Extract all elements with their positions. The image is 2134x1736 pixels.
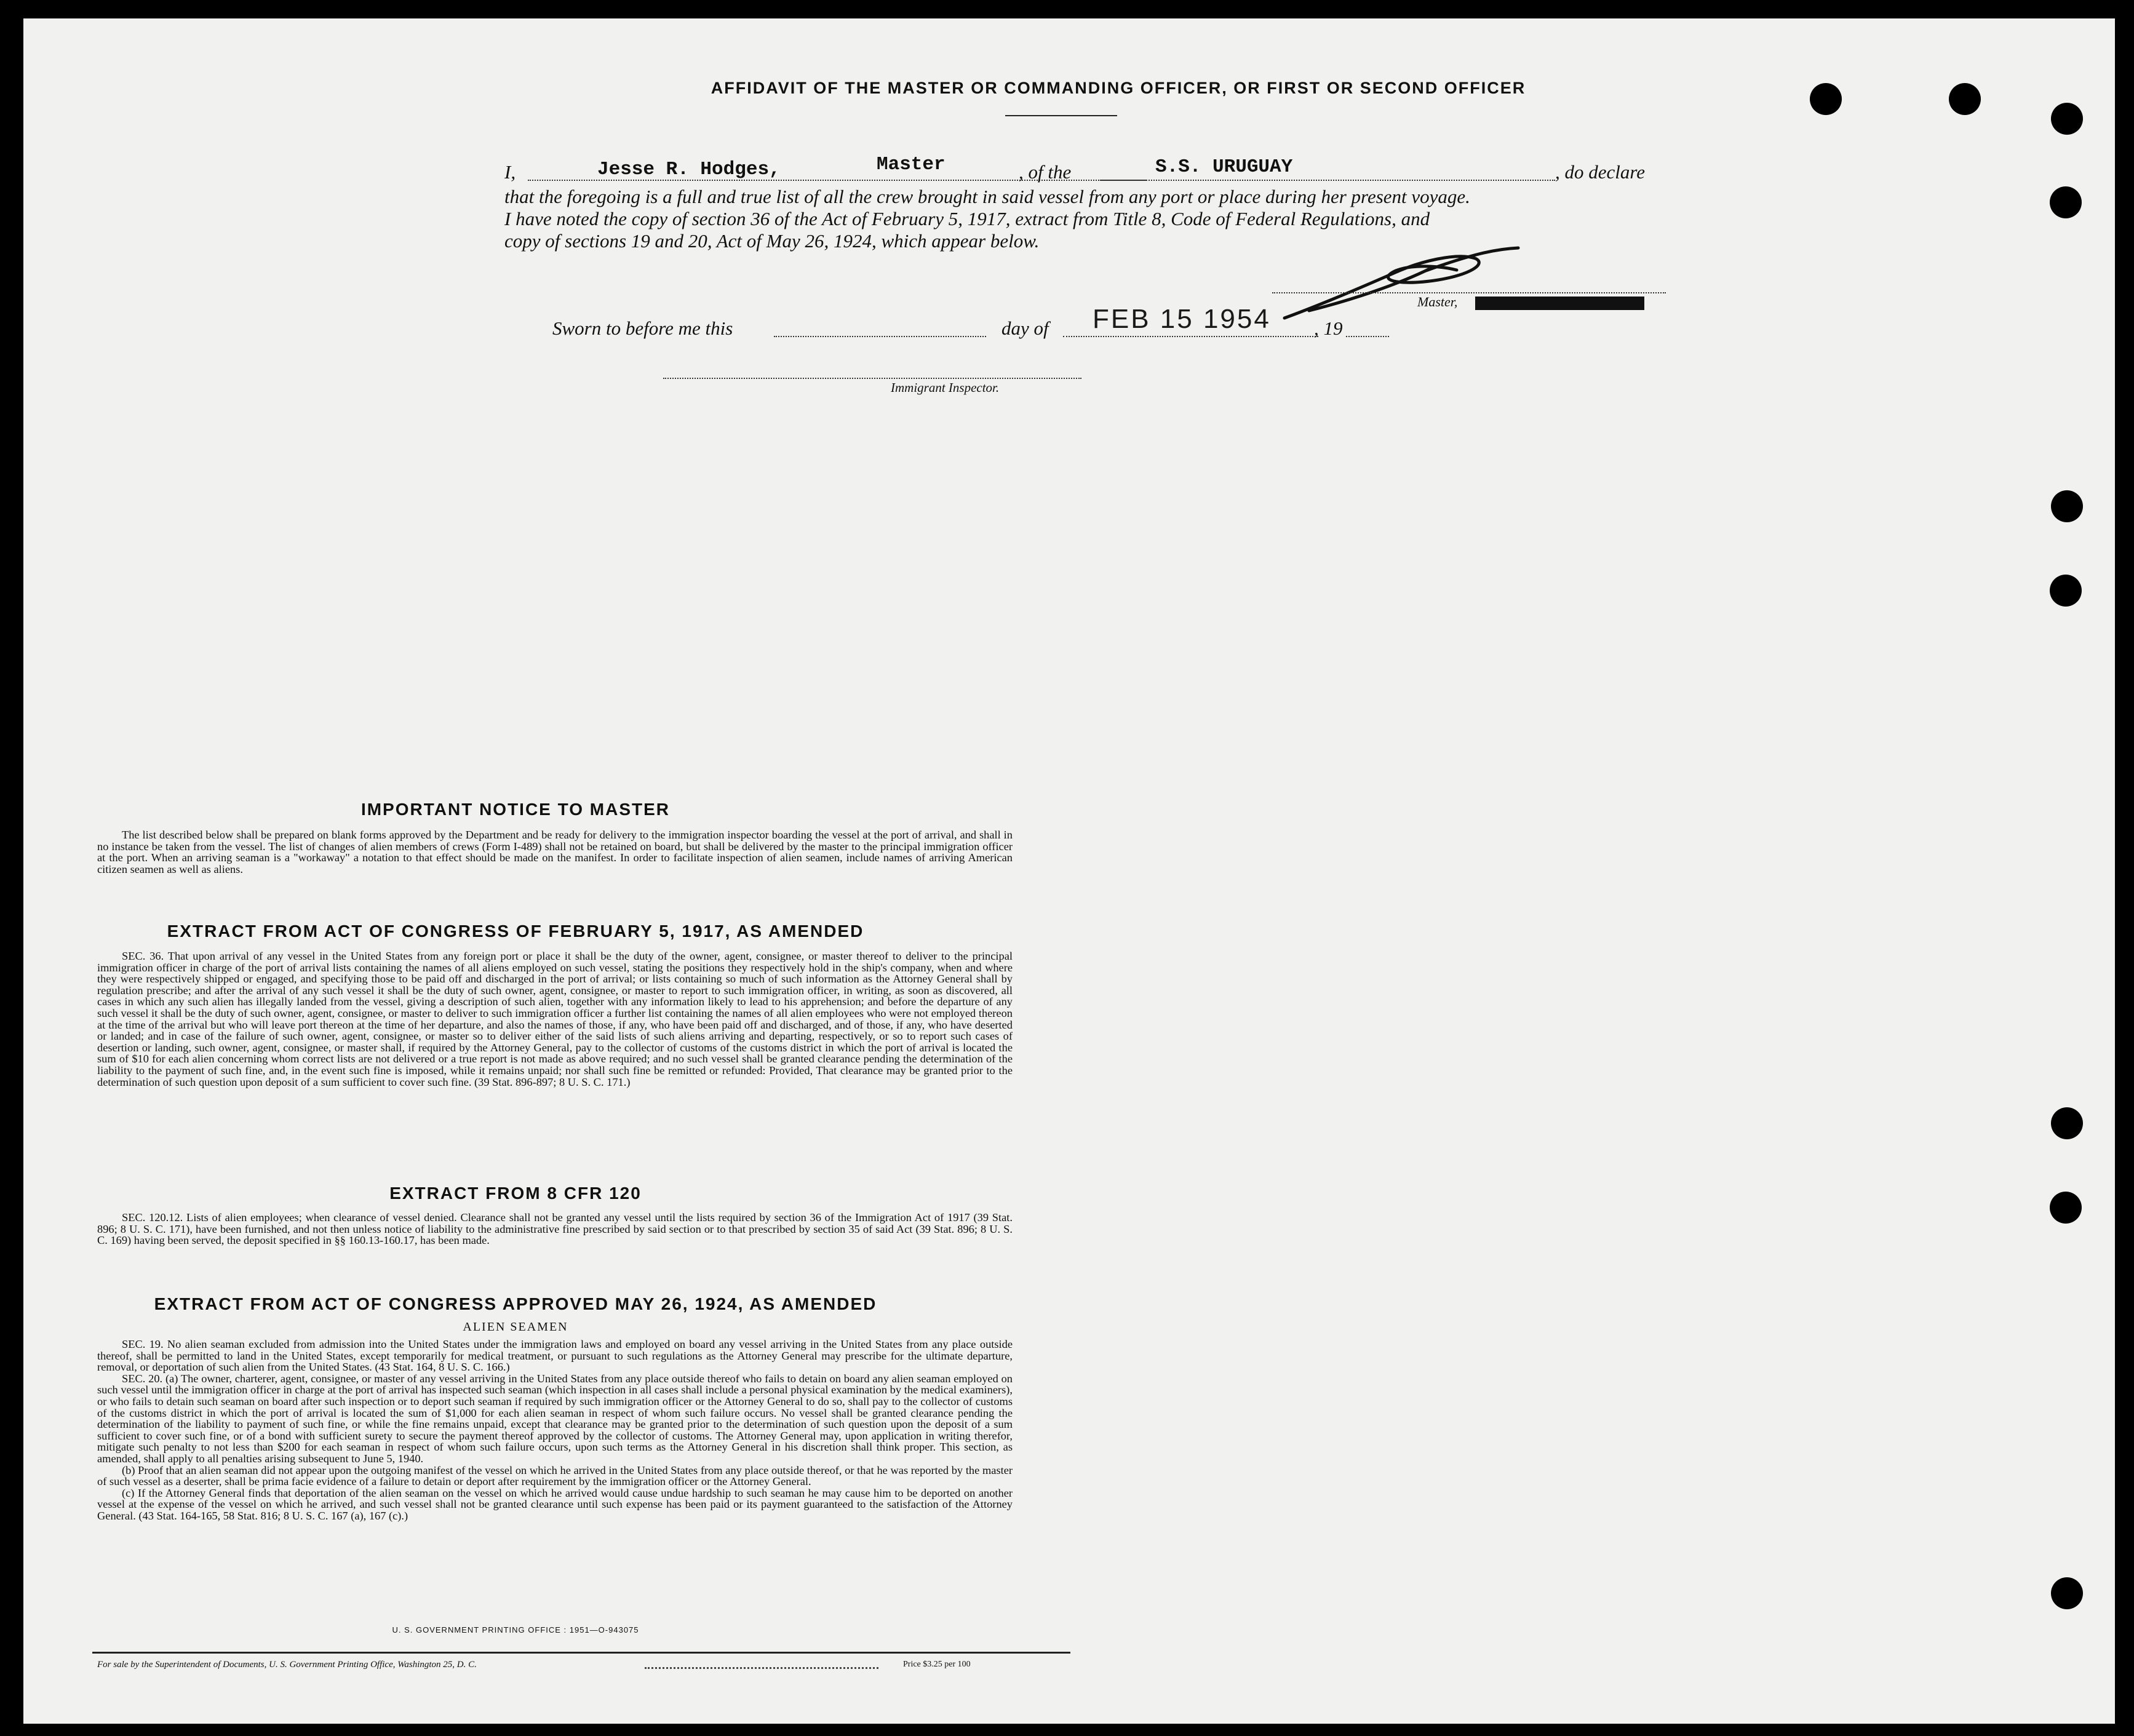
sec-36-paragraph: SEC. 36. That upon arrival of any vessel in the United States from any foreign port or place it shall be the duty of the owner, agent, consignee, or master thereof to deliver to the principal immigration officer in charge of the port of arrival lists containing the names of all aliens employed on such vessel, stating the positions they respectively hold in the ship's company, when and where they were respectively shipped or engaged, and specifying those to be paid off and discharged in the port of arrival; or lists containing so much of such information as the Attorney General shall by regulation prescribe; and after the arrival of any such vessel it shall be the duty of such owner, agent, consignee, or master to report to such immigration officer, in writing, as soon as discovered, all cases in which any such alien has illegally landed from the vessel, giving a description of such alien, together with any information likely to lead to his apprehension; and before the departure of any such vessel it shall be the duty of such owner, agent, consignee, or master to deliver to such immigration officer a further list containing the names of all alien employees who were not employed thereon at the time of the arrival but who will leave port thereon at the time of her departure, and also the names of those, if any, who have been paid off and discharged, and of those, if any, who have deserted or landed; and in case of the failure of such owner, agent, consignee, or master so to deliver either of the said lists of such aliens arriving and departing, respectively, or so to report such cases of desertion or landing, such owner, agent, consignee, or master shall, if required by the Attorney General, pay to the collector of customs of the customs district in which the port of arrival is located the sum of $10 for each alien concerning whom correct lists are not delivered or a true report is not made as above required; and no such vessel shall be granted clearance pending the determination of the liability to the payment of such fine, and, in the event such fine is imposed, while it remains unpaid; nor shall such fine be remitted or refunded: Provided, That clearance may be granted prior to the determination of such question upon deposit of a sum sufficient to cover such fine. (39 Stat. 896-897; 8 U. S. C. 171.) <box>97 950 1013 1088</box>
i-label: I, <box>504 161 516 183</box>
binder-hole <box>2051 490 2083 522</box>
declaration-line-2: I have noted the copy of section 36 of the Act of February 5, 1917, extract from Title 8, Code of Federal Regulations, and <box>504 208 1430 229</box>
binder-hole <box>2050 575 2082 607</box>
signature-line <box>1272 292 1666 293</box>
sworn-label: Sworn to before me this <box>552 317 733 339</box>
do-declare-label: , do declare <box>1555 161 1646 183</box>
binder-hole <box>2050 186 2082 218</box>
extract-1924-title: EXTRACT FROM ACT OF CONGRESS APPROVED MAY 26, 1924, AS AMENDED <box>154 1294 877 1313</box>
title-rule <box>1005 115 1117 116</box>
binder-hole <box>2051 1107 2083 1139</box>
signature-caption: Master, <box>1417 294 1458 309</box>
sworn-month-line <box>1063 336 1318 337</box>
notice-paragraph: The list described below shall be prepared on blank forms approved by the Department and be ready for delivery to the immigration inspector boarding the vessel at the port of arrival, and shall in no instance be taken from the vessel. The list of changes of alien members of crews (Form I-489) shall not be retained on board, but shall be delivered by the master to the principal immigration officer at the port. When an arriving seaman is a "workaway" a notation to that effect should be made on the manifest. In order to facilitate inspection of alien seamen, include names of arriving American citizen seamen as well as aliens. <box>97 829 1013 875</box>
year-label: , 19 <box>1314 317 1343 339</box>
extract-1917-text <box>97 950 1013 1088</box>
struck-officer-text <box>1475 297 1644 310</box>
of-the-label: , of the <box>1019 161 1072 183</box>
extract-1917-title: EXTRACT FROM ACT OF CONGRESS OF FEBRUARY 5, 1917, AS AMENDED <box>167 922 864 941</box>
date-stamp: FEB 15 1954 <box>1093 304 1271 334</box>
extract-cfr-text <box>97 1212 1013 1246</box>
for-sale-note: For sale by the Superintendent of Documents, U. S. Government Printing Office, Washington 25, D. C. <box>97 1660 477 1670</box>
binder-hole <box>2051 1577 2083 1609</box>
notice-title: IMPORTANT NOTICE TO MASTER <box>360 800 671 819</box>
vessel-value: S.S. URUGUAY <box>1155 156 1293 178</box>
binder-hole <box>1949 83 1981 115</box>
sworn-day-line <box>774 336 986 337</box>
declaration-line-3: copy of sections 19 and 20, Act of May 26, 1924, which appear below. <box>504 230 1040 252</box>
inspector-line <box>663 378 1081 379</box>
printing-office-note: U. S. GOVERNMENT PRINTING OFFICE : 1951—O-943075 <box>392 1625 639 1634</box>
day-of-label: day of <box>1001 317 1049 339</box>
sec-120-12-paragraph: SEC. 120.12. Lists of alien employees; when clearance of vessel denied. Clearance shall not be granted any vessel until the lists required by section 36 of the Immigration Act of 1917 (39 Stat. 896; 8 U. S. C. 171), have been furnished, and not then unless notice of liability to the administrative fine prescribed by said section or to that prescribed by section 35 of said Act (39 Stat. 896; 8 U. S. C. 169) having been served, the deposit specified in §§ 160.13-160.17, has been made. <box>97 1211 1013 1247</box>
footer-rule <box>92 1652 1070 1654</box>
alien-seamen-subtitle: ALIEN SEAMEN <box>463 1320 568 1334</box>
master-name-value: Jesse R. Hodges, <box>597 159 781 180</box>
extract-cfr-title: EXTRACT FROM 8 CFR 120 <box>389 1184 642 1203</box>
footer-leader <box>645 1667 878 1669</box>
vessel-line <box>1100 180 1555 181</box>
price-note: Price $3.25 per 100 <box>903 1660 971 1669</box>
binder-hole <box>2050 1192 2082 1224</box>
master-signature <box>1272 243 1543 326</box>
sec-20c-paragraph: (c) If the Attorney General finds that deportation of the alien seaman on the vessel on which he arrived would cause undue hardship to such seaman he may cause him to be deported on another vessel at the expense of the vessel on which he arrived, and such vessel shall not be granted clearance until such expense has been paid or its payment guaranteed to the satisfaction of the Attorney General. (43 Stat. 164-165, 58 Stat. 816; 8 U. S. C. 167 (a), 167 (c).) <box>97 1486 1013 1522</box>
inspector-label: Immigrant Inspector. <box>891 380 1000 395</box>
document-page <box>23 18 2115 1724</box>
extract-1924-text <box>97 1339 1013 1522</box>
sec-19-paragraph: SEC. 19. No alien seaman excluded from admission into the United States under the immigration laws and employed on board any vessel arriving in the United States from any place outside thereof, shall be permitted to land in the United States, except temporarily for medical treatment, or pursuant to such regulations as the Attorney General may prescribe for the ultimate departure, removal, or deportation of such alien from the United States. (43 Stat. 164, 8 U. S. C. 166.) <box>97 1338 1013 1374</box>
affidavit-title: AFFIDAVIT OF THE MASTER OR COMMANDING OFFICER, OR FIRST OR SECOND OFFICER <box>711 79 1526 97</box>
notice-text <box>97 829 1013 875</box>
year-line <box>1346 336 1389 337</box>
binder-hole <box>1810 83 1842 115</box>
rank-value: Master <box>877 154 946 175</box>
binder-hole <box>2051 103 2083 135</box>
sec-20b-paragraph: (b) Proof that an alien seaman did not appear upon the outgoing manifest of the vessel on which he arrived in the United States from any place outside thereof, or that he was reported by the master of such vessel as a deserter, shall be prima facie evidence of a failure to detain or deport after requirement by the immigration officer or the Attorney General. <box>97 1463 1013 1488</box>
declaration-line-1: that the foregoing is a full and true list of all the crew brought in said vessel from any port or place during her present voyage. <box>504 186 1470 207</box>
sec-20a-paragraph: SEC. 20. (a) The owner, charterer, agent, consignee, or master of any vessel arriving in the United States from any place outside thereof who fails to detain on board any alien seaman employed on such vessel until the immigration officer in charge at the port of arrival has inspected such seaman (which inspection in all cases shall include a personal physical examination by the medical examiners), or who fails to detain such seaman on board after such inspection or to deport such seaman if required by such immigration officer or the Attorney General to do so, shall pay to the collector of customs of the customs district in which the port of arrival is located the sum of $1,000 for each alien seaman in respect of whom such failure occurs. No vessel shall be granted clearance pending the determination of the liability to payment of such fine, or while the fine remains unpaid, except that clearance may be granted prior to the determination of such question upon the deposit of a sum sufficient to cover such fine, or of a bond with sufficient surety to secure the payment thereof approved by the collector of customs. The Attorney General may, upon application in writing therefor, mitigate such penalty to not less than $200 for each seaman in respect of whom such failure occurs, upon such terms as the Attorney General in his discretion shall think proper. This section, as amended, shall apply to all penalties arising subsequent to June 5, 1940. <box>97 1372 1013 1465</box>
